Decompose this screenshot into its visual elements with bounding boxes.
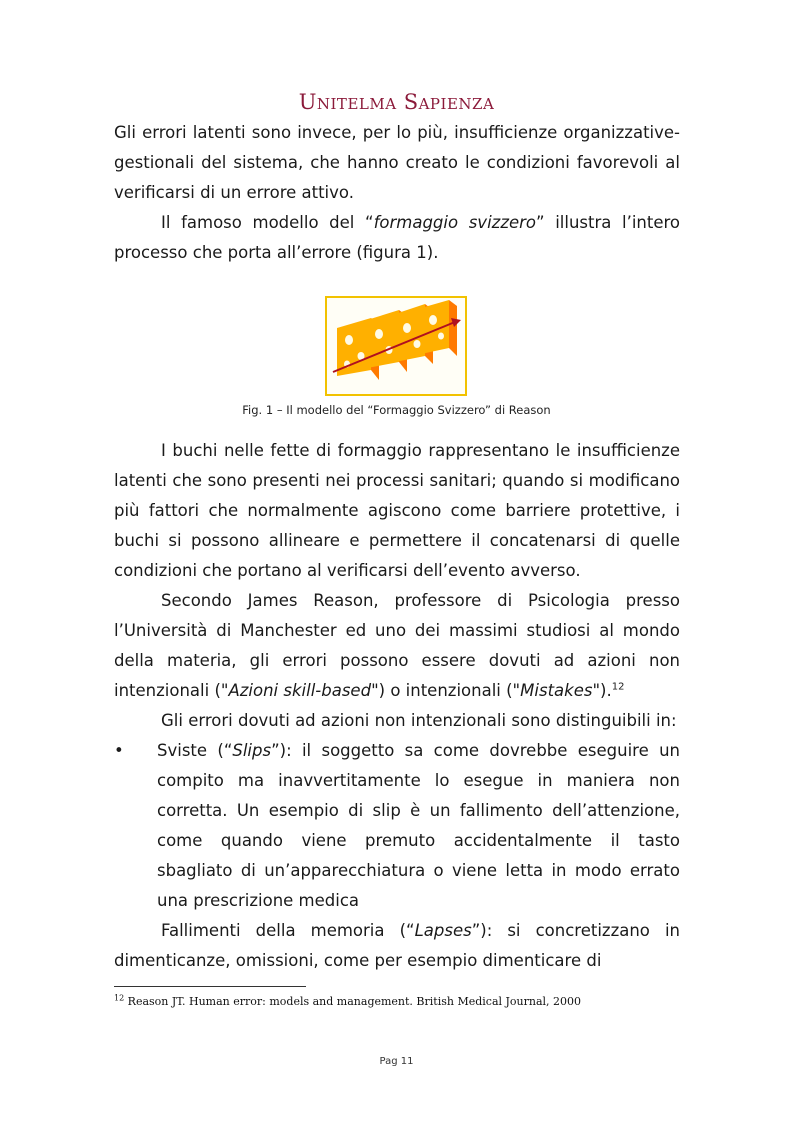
footnote-separator xyxy=(114,986,306,987)
figure-swiss-cheese xyxy=(325,296,467,396)
paragraph-unintentional-intro: Gli errori dovuti ad azioni non intenzionali sono distinguibili in: xyxy=(161,711,677,730)
list-item xyxy=(114,736,680,916)
italic-term: Lapses xyxy=(414,921,472,940)
text-span: ”): il soggetto sa come dovrebbe eseguire un compito ma inavvertitamente lo esegue in maniera non corretta. Un esempio di slip è un fallimento dell’attenzione, come quando viene premuto accidentalmente il tasto sbagliato di un’apparecchiatura o viene letta in modo errato una prescrizione medica xyxy=(157,741,680,910)
text-span: ") o intenzionali (" xyxy=(371,681,521,700)
bullet-icon: • xyxy=(114,741,124,760)
text-block-main xyxy=(114,436,680,976)
document-header-title: Unitelma Sapienza xyxy=(298,90,495,114)
paragraph-swiss-cheese-intro xyxy=(114,208,680,268)
footnote xyxy=(114,995,581,1008)
italic-term: formaggio svizzero xyxy=(373,213,537,232)
figure-caption: Fig. 1 – Il modello del “Formaggio Svizzero” di Reason xyxy=(242,403,551,417)
bullet-list xyxy=(114,736,680,916)
text-block-top xyxy=(114,118,680,268)
italic-term: Azioni skill-based xyxy=(228,681,372,700)
footnote-reference[interactable]: 12 xyxy=(611,681,625,693)
italic-term: Slips xyxy=(232,741,272,760)
footnote-text: Reason JT. Human error: models and management. British Medical Journal, 2000 xyxy=(124,995,582,1008)
text-span: Il famoso modello del “ xyxy=(161,213,374,232)
paragraph-latent-errors: Gli errori latenti sono invece, per lo più, insufficienze organizzative-gestionali del sistema, che hanno creato le condizioni favorevoli al verificarsi di un errore attivo. xyxy=(114,123,680,202)
paragraph-cheese-holes: I buchi nelle fette di formaggio rappresentano le insufficienze latenti che sono presenti nei processi sanitari; quando si modificano più fattori che normalmente agiscono come barriere protettive, i buchi si possono allineare e permettere il concatenarsi di quelle condizioni che portano al verificarsi dell’evento avverso. xyxy=(114,441,680,580)
paragraph-reason-errors xyxy=(114,586,680,706)
paragraph-lapses xyxy=(114,916,680,976)
text-span: Secondo James Reason, professore di Psicologia presso l’Università di Manchester ed uno dei massimi studiosi al mondo della materia, gli errori possono essere dovuti ad azioni non intenzionali (" xyxy=(114,591,680,700)
italic-term: Mistakes xyxy=(520,681,593,700)
footnote-number: 12 xyxy=(114,993,125,1003)
text-span: ” illustra l’intero processo che porta all’errore (figura 1). xyxy=(114,213,681,262)
text-span: Fallimenti della memoria (“ xyxy=(161,921,415,940)
text-span: Sviste (“ xyxy=(157,741,233,760)
page-number: Pag 11 xyxy=(379,1056,414,1067)
text-span: ”): si concretizzano in dimenticanze, omissioni, come per esempio dimenticare di xyxy=(114,921,681,970)
text-span: "). xyxy=(592,681,612,700)
swiss-cheese-icon xyxy=(327,298,465,394)
